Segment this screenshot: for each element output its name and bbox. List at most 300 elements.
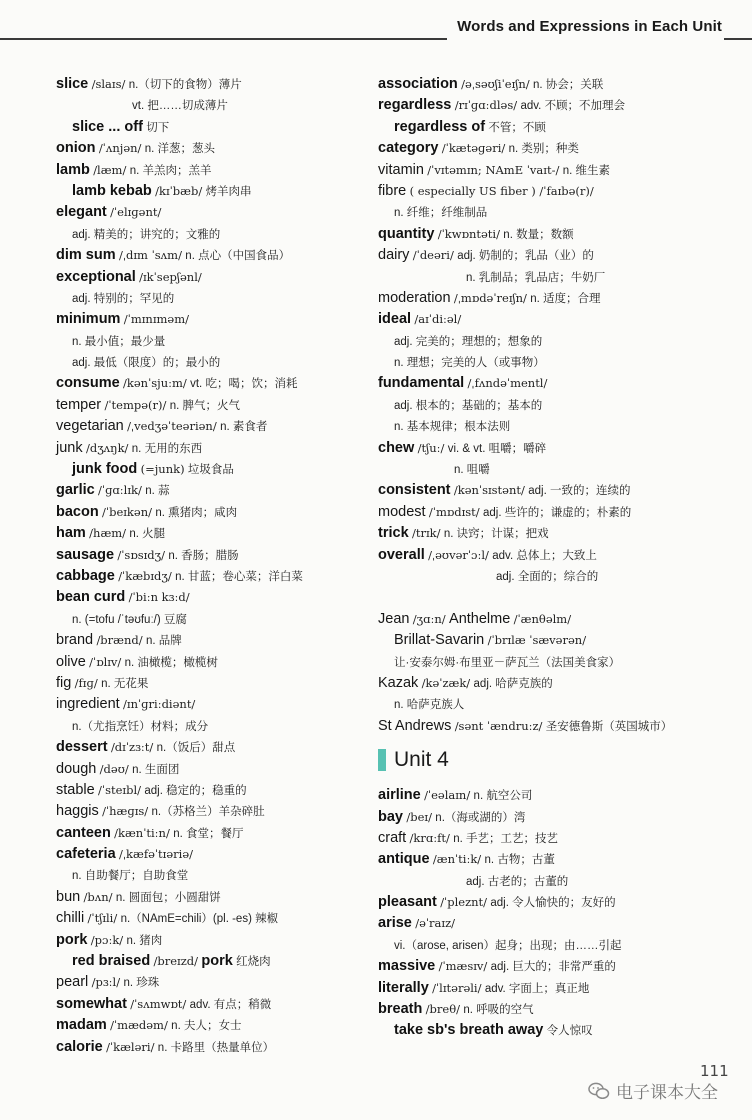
unit-title: Unit 4 <box>394 748 449 772</box>
headword: massive <box>378 958 436 975</box>
headword: consume <box>56 375 120 392</box>
phonetic: /trɪk/ <box>411 526 441 541</box>
page-number: 111 <box>700 1062 729 1080</box>
dictionary-entry <box>378 716 718 737</box>
headword: canteen <box>56 824 111 841</box>
phonetic: /brænd/ <box>96 633 143 648</box>
dictionary-entry <box>378 224 718 245</box>
phonetic: /læm/ <box>93 162 127 177</box>
headword: regardless of <box>394 118 486 135</box>
headword: pork <box>56 931 88 948</box>
definition: 不管；不顾 <box>488 121 546 134</box>
headword: take sb's breath away <box>394 1022 544 1039</box>
dictionary-entry <box>56 523 356 544</box>
headword: chew <box>378 439 415 456</box>
dictionary-entry <box>56 887 356 908</box>
definition: n. 古物；古董 <box>484 854 555 867</box>
dictionary-entry <box>56 309 356 330</box>
phonetic: /dəʊ/ <box>99 761 129 776</box>
definition: n. 素食者 <box>220 421 268 434</box>
dictionary-entry <box>378 871 718 892</box>
definition: 让·安泰尔姆·布里亚－萨瓦兰（法国美食家） <box>394 656 621 669</box>
headword: dim sum <box>56 247 116 264</box>
definition: n. 手艺；工艺；技艺 <box>453 832 559 845</box>
definition: n. 呼吸的空气 <box>463 1004 534 1017</box>
definition: n. 品牌 <box>145 635 182 648</box>
sub-entry <box>56 951 356 972</box>
sub-entry <box>378 1020 718 1041</box>
headword: airline <box>378 787 421 804</box>
definition: n. 航空公司 <box>473 790 533 803</box>
headword: onion <box>56 140 96 157</box>
definition: adj. 精美的；讲究的；文雅的 <box>72 228 221 241</box>
phonetic: /ˈlɪtərəli/ <box>432 980 482 995</box>
phonetic: /ˈbiːn kɜːd/ <box>128 590 190 605</box>
definition: adv. 有点；稍微 <box>189 998 272 1011</box>
dictionary-entry <box>378 807 718 828</box>
dictionary-entry <box>56 652 356 673</box>
dictionary-entry <box>378 416 718 437</box>
phonetic: /fɪɡ/ <box>74 675 98 690</box>
headword: craft <box>378 829 407 846</box>
definition: adv. 总体上；大致上 <box>492 549 597 562</box>
phonetic: /ˌmɒdəˈreɪʃn/ <box>453 290 527 305</box>
dictionary-entry <box>378 352 718 373</box>
definition: n. 乳制品；乳品店；牛奶厂 <box>466 271 606 284</box>
dictionary-entry <box>56 352 356 373</box>
headword: fibre <box>378 182 407 199</box>
definition: vi.（arose, arisen）起身；出现；由……引起 <box>394 939 622 952</box>
sub-entry <box>56 459 356 480</box>
dictionary-entry <box>378 849 718 870</box>
phonetic: /əˈraɪz/ <box>415 916 456 931</box>
page-header <box>0 10 752 44</box>
headword: haggis <box>56 803 99 820</box>
phonetic: /ˈbeɪkən/ <box>102 504 152 519</box>
dictionary-entry <box>378 309 718 330</box>
dictionary-entry <box>56 267 356 288</box>
headword: pleasant <box>378 894 437 911</box>
phonetic: /ˈvɪtəmɪn; NAmE ˈvaɪt-/ <box>427 162 560 177</box>
headword: breath <box>378 1001 423 1018</box>
unit-accent-bar <box>378 749 386 771</box>
definition: vt. 把……切成薄片 <box>132 100 228 113</box>
phonetic: /ˌvedʒəˈteəriən/ <box>127 419 217 434</box>
phonetic: /dɪˈzɜːt/ <box>110 740 154 755</box>
headword: pearl <box>56 974 89 991</box>
sub-entry <box>56 181 356 202</box>
spacer <box>378 587 718 608</box>
dictionary-entry <box>378 438 718 459</box>
phonetic: /ˌdɪm ˈsʌm/ <box>118 248 182 263</box>
headword: quantity <box>378 225 435 242</box>
dictionary-entry <box>56 373 356 394</box>
definition: 垃圾食品 <box>187 464 234 477</box>
dictionary-entry <box>378 956 718 977</box>
headword: consistent <box>378 482 451 499</box>
definition: 圣安德鲁斯（英国城市） <box>545 720 673 733</box>
phonetic: /ˈʌnjən/ <box>98 141 142 156</box>
definition: n. 咀嚼 <box>454 464 490 477</box>
headword: red braised <box>72 953 151 970</box>
headword: garlic <box>56 482 95 499</box>
definition: adj. 最低（限度）的；最小的 <box>72 357 221 370</box>
headword-part: pork <box>201 953 233 970</box>
dictionary-entry <box>56 930 356 951</box>
headword: dairy <box>378 247 410 264</box>
sub-entry <box>378 630 718 651</box>
definition: n. (=tofu /ˈtəʊfuː/) 豆腐 <box>72 613 187 626</box>
phonetic: /ˈtempə(r)/ <box>104 397 167 412</box>
definition: adj. 奶制的；乳品（业）的 <box>457 250 594 263</box>
phonetic: /breɪzd/ <box>153 954 199 969</box>
definition: n. 纤维；纤维制品 <box>394 207 488 220</box>
dictionary-entry <box>378 267 718 288</box>
phonetic: /ɪkˈsepʃənl/ <box>139 269 202 284</box>
phonetic: /aɪˈdiːəl/ <box>414 312 462 327</box>
headword: slice ... off <box>72 118 143 135</box>
headword: ideal <box>378 311 412 328</box>
dictionary-entry <box>378 935 718 956</box>
dictionary-entry <box>56 609 356 630</box>
phonetic-part: /ˈænθəlm/ <box>513 611 572 626</box>
definition: n.（切下的食物）薄片 <box>128 79 242 91</box>
headword: modest <box>378 503 426 520</box>
phonetic: /ˈmɒdɪst/ <box>428 504 480 519</box>
dictionary-entry <box>378 160 718 181</box>
dictionary-entry <box>56 865 356 886</box>
phonetic: /ˈtʃɪli/ <box>87 911 118 926</box>
headword: minimum <box>56 311 121 328</box>
definition: n. 油橄榄；橄榄树 <box>124 656 218 669</box>
dictionary-entry <box>56 737 356 758</box>
definition: n. 数量；数额 <box>503 228 574 241</box>
headword: somewhat <box>56 995 127 1012</box>
phonetic: /beɪ/ <box>406 809 432 824</box>
dictionary-entry <box>378 395 718 416</box>
headword: cafeteria <box>56 846 116 863</box>
dictionary-entry <box>378 609 718 630</box>
definition: n. 点心（中国食品） <box>185 250 291 263</box>
phonetic: /ˈkwɒntəti/ <box>437 226 500 241</box>
definition: n. 火腿 <box>129 528 166 541</box>
header-title: Words and Expressions in Each Unit <box>457 18 722 35</box>
dictionary-entry <box>56 74 356 95</box>
dictionary-entry <box>56 202 356 223</box>
phonetic: /kɪˈbæb/ <box>155 183 203 198</box>
definition: n. 哈萨克族人 <box>394 699 465 712</box>
dictionary-entry <box>56 545 356 566</box>
headword: sausage <box>56 546 115 563</box>
dictionary-entry <box>378 566 718 587</box>
phonetic: /ˌkæfəˈtɪəriə/ <box>119 847 193 862</box>
definition: n. 蒜 <box>145 485 170 498</box>
phonetic: ( especially US fiber ) /ˈfaɪbə(r)/ <box>409 183 594 198</box>
phonetic: /ˈmædəm/ <box>110 1018 168 1033</box>
definition: adj. 一致的；连续的 <box>528 485 631 498</box>
dictionary-entry <box>56 331 356 352</box>
definition: adj. 巨大的；非常严重的 <box>490 961 616 974</box>
headword: bay <box>378 808 403 825</box>
dictionary-entry <box>56 416 356 437</box>
headword: slice <box>56 76 89 92</box>
definition: n. 无花果 <box>101 677 149 690</box>
dictionary-entry <box>56 395 356 416</box>
phonetic: /ˈdeəri/ <box>412 248 454 263</box>
phonetic: /dʒʌŋk/ <box>85 440 129 455</box>
watermark-text: 电子课本大全 <box>616 1083 718 1102</box>
definition: n. 生面团 <box>132 763 180 776</box>
dictionary-entry <box>56 994 356 1015</box>
dictionary-entry <box>56 288 356 309</box>
dictionary-entry <box>56 502 356 523</box>
definition: n.（苏格兰）羊杂碎肚 <box>151 806 265 819</box>
definition: adj. 古老的；古董的 <box>466 875 569 888</box>
headword: dessert <box>56 739 108 756</box>
definition: n. 最小值；最少量 <box>72 335 166 348</box>
definition: adj. 哈萨克族的 <box>473 677 553 690</box>
dictionary-entry <box>378 245 718 266</box>
headword: moderation <box>378 289 451 306</box>
phonetic: /tʃuː/ <box>417 440 445 455</box>
phonetic: /ˈɒlɪv/ <box>89 654 122 669</box>
dictionary-entry <box>56 438 356 459</box>
headword: St Andrews <box>378 717 452 734</box>
definition: n. 甘蓝；卷心菜；洋白菜 <box>175 570 303 583</box>
definition: vt. 吃；喝；饮；消耗 <box>190 378 298 391</box>
definition: n. 维生素 <box>562 164 610 177</box>
phonetic: /ʒɑːn/ <box>412 611 446 626</box>
headword: vitamin <box>378 161 424 178</box>
wechat-icon <box>588 1082 610 1100</box>
phonetic: /hæm/ <box>89 526 127 541</box>
dictionary-entry <box>378 999 718 1020</box>
headword: vegetarian <box>56 418 124 435</box>
dictionary-entry <box>56 823 356 844</box>
phonetic: /pɜːl/ <box>91 975 121 990</box>
headword: overall <box>378 546 425 563</box>
definition: n. 夫人；女士 <box>171 1020 242 1033</box>
dictionary-entry <box>378 288 718 309</box>
dictionary-entry <box>378 523 718 544</box>
definition: n. 类别；种类 <box>508 143 579 156</box>
definition: 红烧肉 <box>236 956 271 969</box>
definition: adj. 全面的；综合的 <box>496 570 599 583</box>
dictionary-entry <box>378 459 718 480</box>
dictionary-entry <box>56 972 356 993</box>
headword: brand <box>56 632 94 649</box>
phonetic: /kəˈzæk/ <box>421 675 471 690</box>
phonetic: /ˈeəlaɪn/ <box>424 788 471 803</box>
headword: fundamental <box>378 375 465 392</box>
dictionary-entry <box>378 545 718 566</box>
headword: elegant <box>56 204 107 221</box>
phonetic: /krɑːft/ <box>409 830 450 845</box>
dictionary-entry <box>378 502 718 523</box>
dictionary-entry <box>56 759 356 780</box>
phonetic: /rɪˈɡɑːdləs/ <box>454 98 518 113</box>
dictionary-entry <box>378 892 718 913</box>
headword: lamb kebab <box>72 182 152 199</box>
definition: adv. 不顾；不加理会 <box>520 100 626 113</box>
headword: junk food <box>72 461 138 478</box>
definition: n. 香肠；腊肠 <box>168 549 239 562</box>
dictionary-entry <box>378 673 718 694</box>
phonetic: /kənˈsjuːm/ <box>123 376 187 391</box>
phonetic: /pɔːk/ <box>90 932 124 947</box>
dictionary-entry <box>378 74 718 95</box>
definition: n. 理想；完美的人（或事物） <box>394 357 545 370</box>
phonetic: /ˌfʌndəˈmentl/ <box>467 376 548 391</box>
headword: bacon <box>56 503 99 520</box>
definition: n. 诀窍；计谋；把戏 <box>443 528 549 541</box>
definition: adj. 特别的；罕见的 <box>72 292 175 305</box>
phonetic: /ænˈtiːk/ <box>432 852 482 867</box>
headword: lamb <box>56 161 90 178</box>
headword: literally <box>378 979 429 996</box>
headword: Brillat-Savarin <box>394 632 485 649</box>
phonetic: /kænˈtiːn/ <box>114 825 170 840</box>
headword: olive <box>56 653 86 670</box>
headword: arise <box>378 915 412 932</box>
phonetic: /ˈkæbɪdʒ/ <box>118 568 172 583</box>
phonetic: /ˈbrɪlæ ˈsævərən/ <box>487 633 587 648</box>
dictionary-entry <box>56 780 356 801</box>
phonetic: /ˌəʊvərˈɔːl/ <box>428 547 489 562</box>
dictionary-entry <box>378 785 718 806</box>
dictionary-entry <box>378 331 718 352</box>
sub-entry <box>56 117 356 138</box>
right-column-bottom <box>378 785 718 1042</box>
dictionary-entry <box>56 1015 356 1036</box>
phonetic: /ˈhæɡɪs/ <box>102 804 149 819</box>
dictionary-entry <box>56 587 356 608</box>
headword-part: Anthelme <box>449 610 511 627</box>
dictionary-entry <box>56 908 356 929</box>
definition: n. 食堂；餐厅 <box>173 827 244 840</box>
definition: n. 卡路里（热量单位） <box>157 1041 275 1054</box>
dictionary-entry <box>56 673 356 694</box>
headword: calorie <box>56 1038 103 1055</box>
definition: adv. 字面上；真正地 <box>484 982 590 995</box>
phonetic: /ˈpleznt/ <box>440 895 488 910</box>
dictionary-entry <box>56 245 356 266</box>
headword: cabbage <box>56 567 115 584</box>
definition: n. 珍珠 <box>123 977 160 990</box>
definition: n.（饭后）甜点 <box>156 742 236 755</box>
phonetic: /ˈsteɪbl/ <box>98 782 142 797</box>
definition: adj. 些许的；谦虚的；朴素的 <box>483 506 632 519</box>
header-tab <box>447 18 724 42</box>
left-column <box>56 74 356 1058</box>
dictionary-entry <box>378 913 718 934</box>
phonetic: /əˌsəʊʃiˈeɪʃn/ <box>461 77 530 91</box>
phonetic: /ˈelɪɡənt/ <box>110 205 162 220</box>
headword: bean curd <box>56 589 126 606</box>
dictionary-entry <box>56 224 356 245</box>
definition: adj. 令人愉快的；友好的 <box>490 897 616 910</box>
dictionary-entry <box>378 181 718 202</box>
headword: dough <box>56 760 97 777</box>
right-column <box>378 74 718 1042</box>
phonetic: /sənt ˈændruːz/ <box>454 718 543 733</box>
definition: n. 洋葱；葱头 <box>144 143 216 156</box>
dictionary-entry <box>378 202 718 223</box>
phonetic: /ˈkæləri/ <box>106 1039 155 1054</box>
phonetic: /slaɪs/ <box>91 77 126 91</box>
headword: Kazak <box>378 674 419 691</box>
definition: n.（海或湖的）湾 <box>435 811 526 824</box>
dictionary-entry <box>378 828 718 849</box>
headword: fig <box>56 674 72 691</box>
phonetic: /ˈsʌmwɒt/ <box>130 996 187 1011</box>
phonetic: /ɪnˈɡriːdiənt/ <box>123 697 196 712</box>
definition: adj. 完美的；理想的；想象的 <box>394 335 543 348</box>
dictionary-entry <box>378 694 718 715</box>
dictionary-entry <box>56 844 356 865</box>
headword: regardless <box>378 97 452 114</box>
definition: n. 协会；关联 <box>533 79 604 91</box>
headword: stable <box>56 781 95 798</box>
definition: n. 熏猪肉；咸肉 <box>155 506 238 519</box>
definition: n. 猪肉 <box>126 934 163 947</box>
headword: exceptional <box>56 268 136 285</box>
headword: antique <box>378 851 430 868</box>
sub-entry <box>378 117 718 138</box>
dictionary-entry <box>56 716 356 737</box>
headword: madam <box>56 1017 107 1034</box>
headword: ingredient <box>56 696 120 713</box>
dictionary-entry <box>56 1037 356 1058</box>
headword: chilli <box>56 910 85 927</box>
right-column-top <box>378 74 718 737</box>
definition: n.（尤指烹饪）材料；成分 <box>72 720 209 733</box>
definition: n. 圆面包；小圆甜饼 <box>115 891 221 904</box>
phonetic: (=junk) <box>140 462 185 477</box>
phonetic: /ˈmɪnɪməm/ <box>123 312 189 327</box>
headword: bun <box>56 888 81 905</box>
dictionary-entry <box>56 566 356 587</box>
headword: temper <box>56 396 102 413</box>
dictionary-entry <box>378 480 718 501</box>
definition: n. 脾气；火气 <box>169 399 241 412</box>
definition: vi. & vt. 咀嚼；嚼碎 <box>447 442 547 455</box>
dictionary-entry <box>378 373 718 394</box>
dictionary-entry <box>378 652 718 673</box>
headword: ham <box>56 525 86 542</box>
dictionary-entry <box>56 95 356 116</box>
definition: 烤羊肉串 <box>205 185 252 198</box>
definition: adj. 稳定的；稳重的 <box>144 784 247 797</box>
phonetic: /breθ/ <box>425 1002 461 1017</box>
headword: category <box>378 140 439 157</box>
phonetic: /kənˈsɪstənt/ <box>453 483 525 498</box>
phonetic: /ˈsɒsɪdʒ/ <box>117 547 165 562</box>
dictionary-entry <box>56 630 356 651</box>
definition: 切下 <box>146 121 170 134</box>
definition: n. 无用的东西 <box>131 442 203 455</box>
headword: junk <box>56 439 83 456</box>
definition: adj. 根本的；基础的；基本的 <box>394 399 543 412</box>
phonetic: /bʌn/ <box>83 889 113 904</box>
watermark <box>588 1078 718 1103</box>
phonetic: /ˈmæsɪv/ <box>438 959 488 974</box>
phonetic: /ˈɡɑːlɪk/ <box>98 483 142 498</box>
dictionary-entry <box>378 138 718 159</box>
headword: association <box>378 76 458 92</box>
definition: 令人惊叹 <box>546 1025 593 1038</box>
dictionary-entry <box>56 138 356 159</box>
